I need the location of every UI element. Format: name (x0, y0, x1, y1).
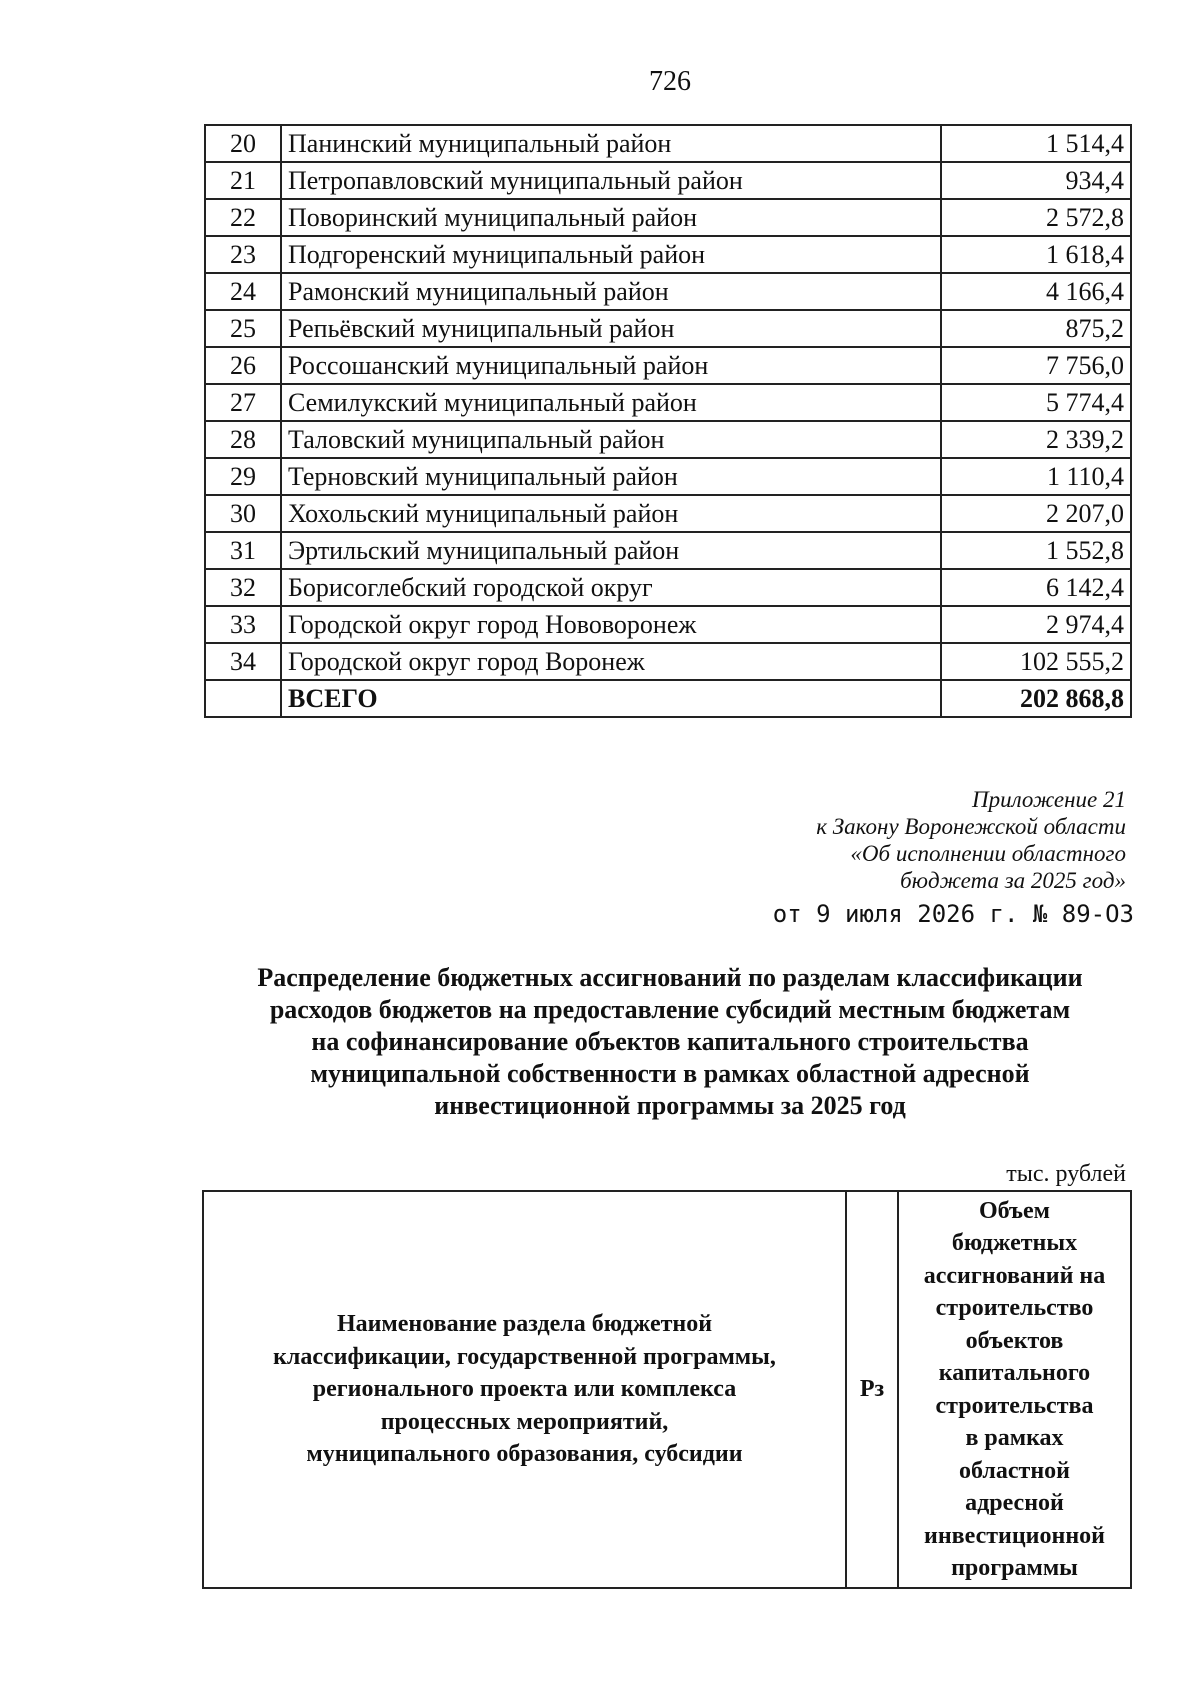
amount: 1 110,4 (941, 458, 1131, 495)
municipality-name: Подгоренский муниципальный район (281, 236, 941, 273)
row-number: 28 (205, 421, 281, 458)
municipality-name: Таловский муниципальный район (281, 421, 941, 458)
header-line: регионального проекта или комплекса (312, 1376, 737, 1403)
header-line: программы (951, 1555, 1078, 1581)
row-number: 21 (205, 162, 281, 199)
municipality-name: Городской округ город Воронеж (281, 643, 941, 680)
total-label: ВСЕГО (281, 680, 941, 717)
appendix-line: бюджета за 2025 год» (900, 868, 1126, 893)
amount: 102 555,2 (941, 643, 1131, 680)
row-number: 31 (205, 532, 281, 569)
amount: 875,2 (941, 310, 1131, 347)
municipality-name: Поворинский муниципальный район (281, 199, 941, 236)
amount: 1 618,4 (941, 236, 1131, 273)
header-section-code-column: Рз (846, 1191, 898, 1588)
amount: 7 756,0 (941, 347, 1131, 384)
appendix-line: «Об исполнении областного (850, 841, 1126, 866)
act-reference: от 9 июля 2026 г. № 89-ОЗ (772, 900, 1134, 928)
table-row (205, 569, 1131, 606)
amount: 934,4 (941, 162, 1131, 199)
row-number: 33 (205, 606, 281, 643)
header-name-column (203, 1191, 846, 1588)
header-line: муниципального образования, субсидии (306, 1441, 743, 1468)
row-number: 26 (205, 347, 281, 384)
table-row (205, 643, 1131, 680)
header-line: классификации, государственной программы, (273, 1343, 776, 1370)
header-table (202, 1190, 1132, 1589)
row-number: 23 (205, 236, 281, 273)
table-row (205, 125, 1131, 162)
municipality-name: Борисоглебский городской округ (281, 569, 941, 606)
table-row (205, 199, 1131, 236)
amount: 2 207,0 (941, 495, 1131, 532)
amount: 2 339,2 (941, 421, 1131, 458)
title-line: муниципальной собственности в рамках областной адресной (310, 1059, 1030, 1088)
table-row (205, 236, 1131, 273)
document-title (200, 962, 1140, 1122)
header-line: капитального (938, 1360, 1091, 1386)
amount: 1 514,4 (941, 125, 1131, 162)
municipality-name: Рамонский муниципальный район (281, 273, 941, 310)
amount: 5 774,4 (941, 384, 1131, 421)
header-line: инвестиционной (924, 1522, 1105, 1549)
title-line: инвестиционной программы за 2025 год (434, 1091, 906, 1120)
table-row (205, 384, 1131, 421)
total-number (205, 680, 281, 717)
table-row (205, 458, 1131, 495)
header-row (203, 1191, 1131, 1588)
municipality-name: Панинский муниципальный район (281, 125, 941, 162)
table-row (205, 273, 1131, 310)
amount: 6 142,4 (941, 569, 1131, 606)
row-number: 20 (205, 125, 281, 162)
row-number: 32 (205, 569, 281, 606)
distribution-table-body (205, 125, 1131, 717)
amount: 4 166,4 (941, 273, 1131, 310)
table-row (205, 606, 1131, 643)
row-number: 22 (205, 199, 281, 236)
row-number: 24 (205, 273, 281, 310)
amount: 2 572,8 (941, 199, 1131, 236)
municipality-name: Терновский муниципальный район (281, 458, 941, 495)
title-line: Распределение бюджетных ассигнований по разделам классификации (257, 963, 1083, 992)
header-volume-column (898, 1191, 1131, 1588)
header-line: объектов (965, 1327, 1064, 1354)
page-number: 726 (649, 66, 691, 97)
amount: 2 974,4 (941, 606, 1131, 643)
total-amount: 202 868,8 (941, 680, 1131, 717)
municipality-name: Семилукский муниципальный район (281, 384, 941, 421)
municipality-name: Эртильский муниципальный район (281, 532, 941, 569)
header-line: ассигнований на (923, 1262, 1106, 1289)
header-line: строительство (935, 1295, 1094, 1321)
header-line: процессных мероприятий, (380, 1408, 669, 1435)
header-line: строительства (935, 1392, 1094, 1419)
municipality-name: Хохольский муниципальный район (281, 495, 941, 532)
header-line: в рамках (965, 1425, 1064, 1451)
header-line: Наименование раздела бюджетной (336, 1311, 713, 1338)
appendix-note (606, 786, 1126, 894)
distribution-table (204, 124, 1132, 718)
municipality-name: Петропавловский муниципальный район (281, 162, 941, 199)
amount: 1 552,8 (941, 532, 1131, 569)
appendix-line: Приложение 21 (971, 787, 1126, 812)
title-line: расходов бюджетов на предоставление субсидий местным бюджетам (269, 995, 1071, 1024)
header-line: бюджетных (951, 1230, 1078, 1256)
municipality-name: Россошанский муниципальный район (281, 347, 941, 384)
row-number: 30 (205, 495, 281, 532)
row-number: 27 (205, 384, 281, 421)
appendix-line: к Закону Воронежской области (816, 814, 1126, 839)
table-row (205, 495, 1131, 532)
total-row (205, 680, 1131, 717)
table-row (205, 162, 1131, 199)
header-line: адресной (965, 1490, 1064, 1516)
units-label: тыс. рублей (1006, 1161, 1126, 1187)
municipality-name: Городской округ город Нововоронеж (281, 606, 941, 643)
row-number: 25 (205, 310, 281, 347)
title-line: на софинансирование объектов капитального строительства (311, 1027, 1029, 1056)
municipality-name: Репьёвский муниципальный район (281, 310, 941, 347)
header-line: Объем (978, 1197, 1051, 1224)
table-row (205, 532, 1131, 569)
table-row (205, 347, 1131, 384)
header-line: областной (959, 1457, 1070, 1484)
table-row (205, 421, 1131, 458)
row-number: 34 (205, 643, 281, 680)
table-row (205, 310, 1131, 347)
row-number: 29 (205, 458, 281, 495)
